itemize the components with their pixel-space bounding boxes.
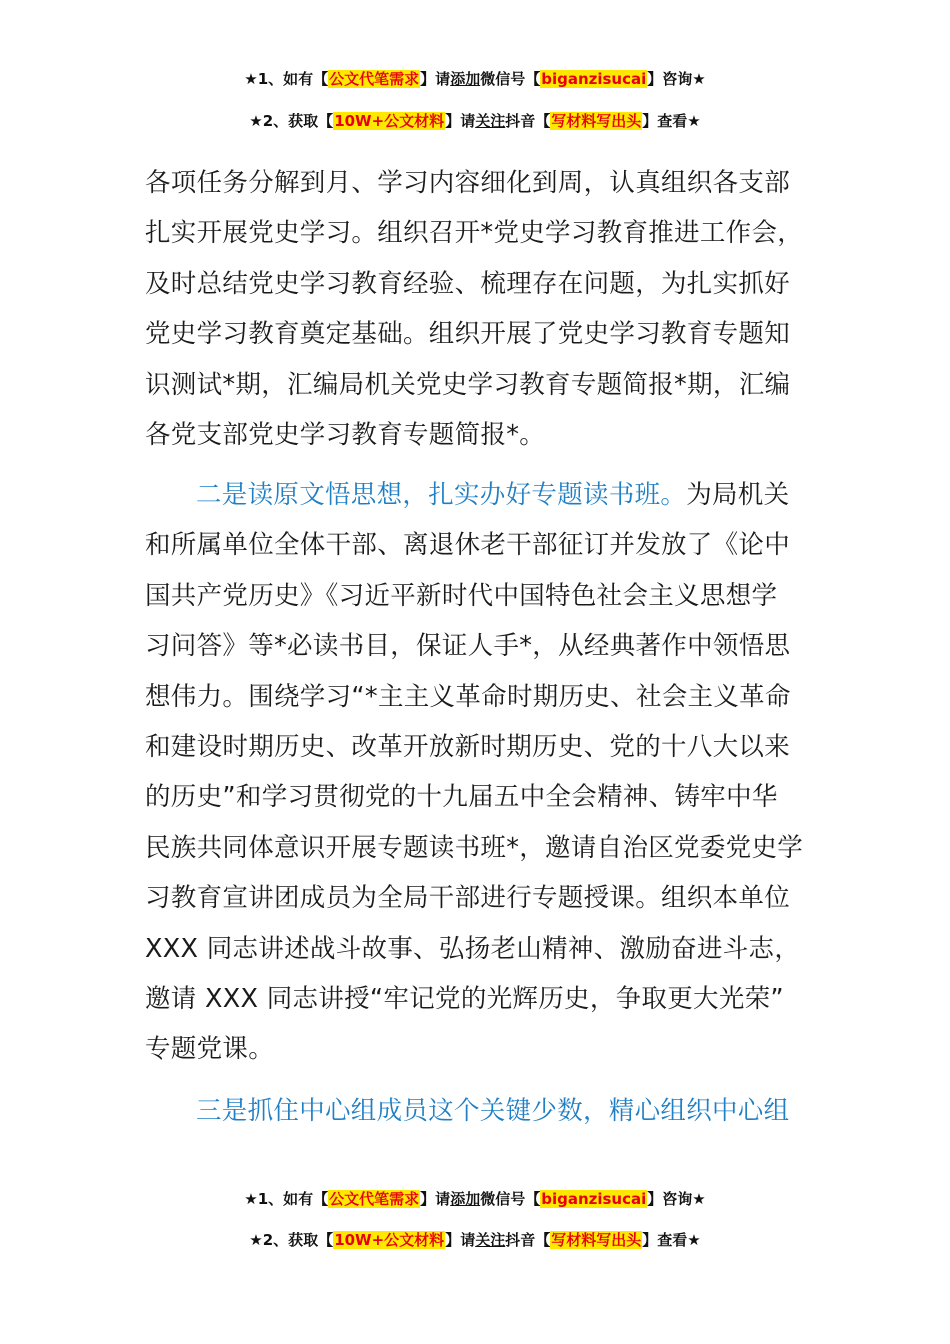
banner-text: 】请 xyxy=(420,1190,451,1208)
paragraph-line: 习问答》等*必读书目，保证人手*，从经典著作中领悟思 xyxy=(145,631,791,662)
banner-text: 】查看★ xyxy=(642,1231,701,1249)
banner-text: ★1、如有【 xyxy=(244,1190,329,1208)
paragraph-3 xyxy=(145,1086,810,1136)
banner-text: 】请 xyxy=(445,112,476,130)
banner-text: 】咨询★ xyxy=(647,70,706,88)
paragraph-line: 各项任务分解到月、学习内容细化到周，认真组织各支部 xyxy=(145,168,791,198)
paragraph-line: 识测试*期，汇编局机关党史学习教育专题简报*期，汇编 xyxy=(145,369,791,400)
top-banner-line-2 xyxy=(0,110,950,131)
banner-text: 微信号【 xyxy=(480,70,541,88)
banner-text: 】请 xyxy=(445,1231,476,1249)
paragraph-line: 民族共同体意识开展专题读书班*，邀请自治区党委党史学 xyxy=(145,832,804,863)
banner-highlight-douyin-id: 写材料写出头 xyxy=(551,112,642,130)
banner-text: ★2、获取【 xyxy=(249,112,334,130)
paragraph-line: 及时总结党史学习教育经验、梳理存在问题，为扎实抓好 xyxy=(145,268,791,299)
banner-highlight: 10W+公文材料 xyxy=(334,112,445,130)
banner-text: 】咨询★ xyxy=(647,1190,706,1208)
banner-underlined-text: 添加 xyxy=(450,1190,481,1208)
bottom-banner-line-1 xyxy=(0,1188,950,1209)
paragraph-line: 习教育宣讲团成员为全局干部进行专题授课。组织本单位 xyxy=(145,883,791,914)
paragraph-line: 扎实开展党史学习。组织召开*党史学习教育推进工作会， xyxy=(145,218,804,249)
paragraph-line: 国共产党历史》《习近平新时代中国特色社会主义思想学 xyxy=(145,580,778,611)
top-banner-line-1 xyxy=(0,68,950,89)
bottom-banner-line-2 xyxy=(0,1229,950,1250)
paragraph-first-line xyxy=(145,470,810,520)
banner-text: 】查看★ xyxy=(642,112,701,130)
paragraph-1 xyxy=(145,158,810,460)
banner-highlight: 10W+公文材料 xyxy=(334,1231,445,1249)
paragraph-text: 为局机关 xyxy=(686,480,790,510)
paragraph-line: 和建设时期历史、改革开放新时期历史、党的十八大以来 xyxy=(145,732,791,763)
paragraph-line: 专题党课。 xyxy=(145,1034,275,1065)
banner-underlined-text: 关注 xyxy=(475,112,506,130)
banner-highlight: 公文代笔需求 xyxy=(329,70,420,88)
banner-highlight-wechat-id: biganzisucai xyxy=(541,70,647,88)
banner-text: 】请 xyxy=(420,70,451,88)
banner-underlined-text: 关注 xyxy=(475,1231,506,1249)
banner-text: ★2、获取【 xyxy=(249,1231,334,1249)
banner-highlight-douyin-id: 写材料写出头 xyxy=(551,1231,642,1249)
paragraph-line: 邀请 XXX 同志讲授“牢记党的光辉历史，争取更大光荣” xyxy=(145,984,784,1015)
paragraph-2 xyxy=(145,470,810,1075)
paragraph-line: 各党支部党史学习教育专题简报*。 xyxy=(145,420,546,451)
section-heading-3: 三是抓住中心组成员这个关键少数，精心组织中心组 xyxy=(196,1096,790,1126)
banner-underlined-text: 添加 xyxy=(450,70,481,88)
banner-text: 抖音【 xyxy=(505,1231,551,1249)
paragraph-line: 的历史”和学习贯彻党的十九届五中全会精神、铸牢中华 xyxy=(145,782,778,813)
paragraph-line: 和所属单位全体干部、离退休老干部征订并发放了《论中 xyxy=(145,530,791,561)
paragraph-line: 想伟力。围绕学习“*主主义革命时期历史、社会主义革命 xyxy=(145,681,791,712)
banner-text: 微信号【 xyxy=(480,1190,541,1208)
banner-text: 抖音【 xyxy=(505,112,551,130)
banner-highlight: 公文代笔需求 xyxy=(329,1190,420,1208)
section-heading-2: 二是读原文悟思想，扎实办好专题读书班。 xyxy=(196,480,687,510)
banner-highlight-wechat-id: biganzisucai xyxy=(541,1190,647,1208)
paragraph-line: 党史学习教育奠定基础。组织开展了党史学习教育专题知 xyxy=(145,319,791,350)
paragraph-line: XXX 同志讲述战斗故事、弘扬老山精神、激励奋进斗志， xyxy=(145,933,801,964)
banner-text: ★1、如有【 xyxy=(244,70,329,88)
